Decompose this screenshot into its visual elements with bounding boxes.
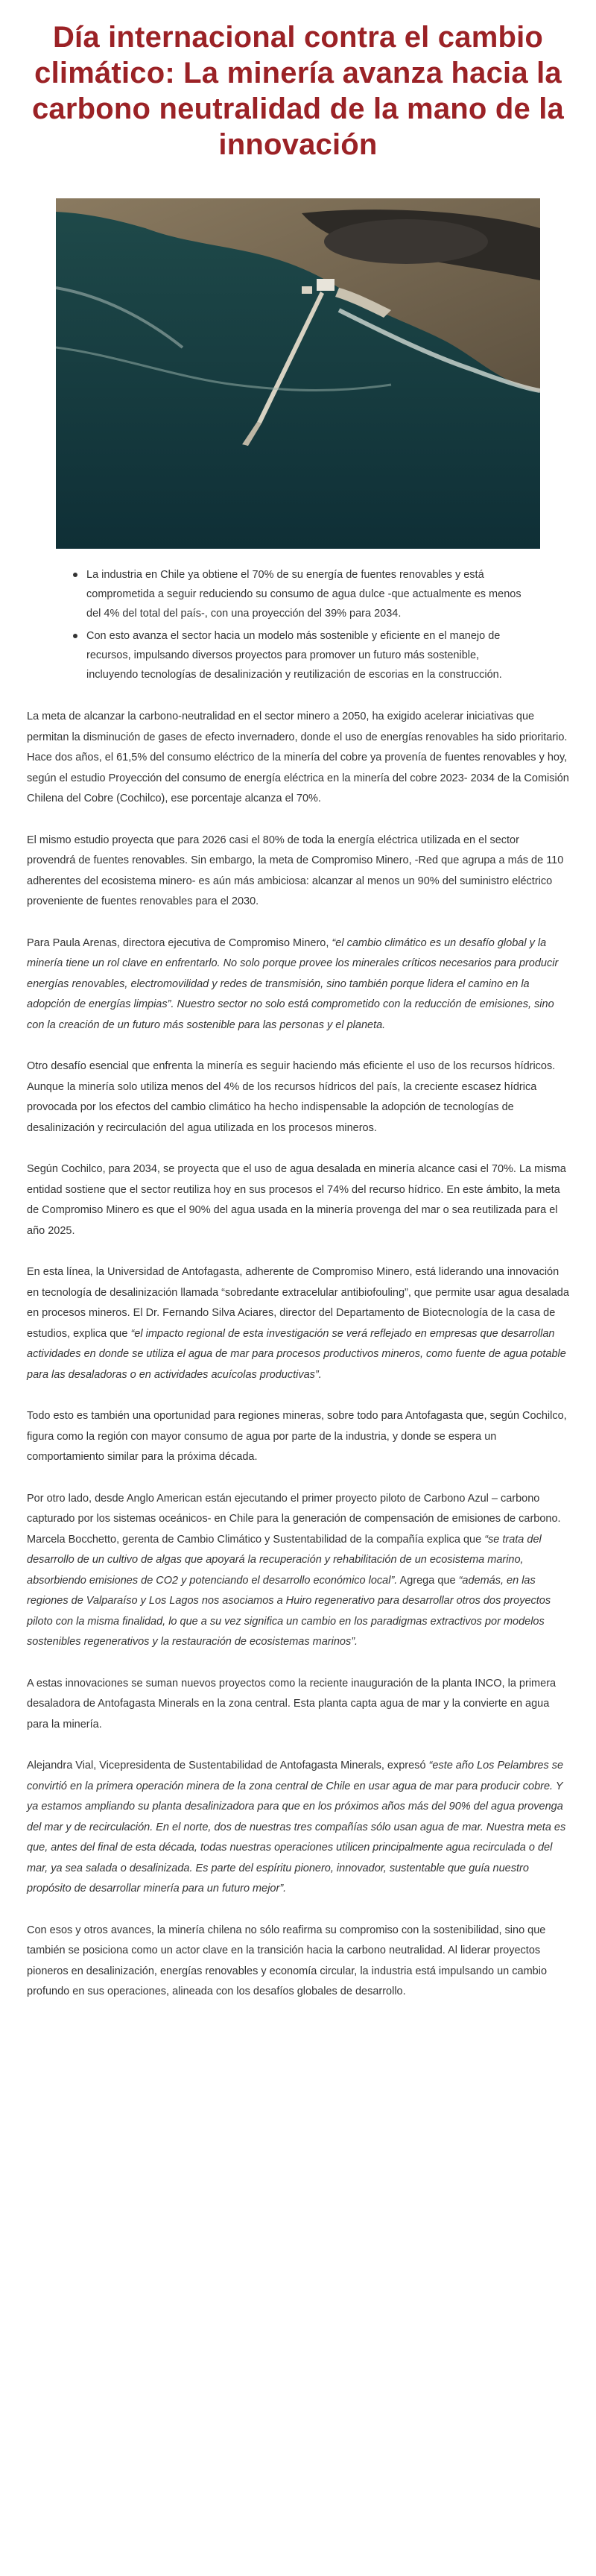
article-body	[27, 707, 569, 2003]
paragraph: Otro desafío esencial que enfrenta la minería es seguir haciendo más eficiente el uso de los recursos hídricos. Aunque la minería solo utiliza menos del 4% de los recursos hídricos del país, la creciente escasez hídrica provocada por los efectos del cambio climático ha hecho indispensable la adopción de tecnologías de desalinización y recirculación del agua utilizada en los procesos mineros.	[27, 1060, 556, 1134]
list-item: Con esto avanza el sector hacia un modelo más sostenible y eficiente en el manejo de recursos, impulsando diversos proyectos para promover un futuro más sostenible, incluyendo tecnologías de desalinización y reutilización de escorias en la construcción.	[86, 626, 524, 684]
quote: “además, en las regiones de Valparaíso y Los Lagos nos asociamos a Huiro regenerativo para desarrollar otros dos proyectos piloto con la misma finalidad, lo que a su vez significa un cambio en los paradigmas extractivos por modelos sostenibles regenerativos y la restauración de ecosistemas marinos”.	[27, 1574, 551, 1648]
summary-bullets	[27, 565, 569, 684]
paragraph: Todo esto es también una oportunidad para regiones mineras, sobre todo para Antofagasta que, según Cochilco, figura como la región con mayor consumo de agua por parte de la industria, y donde se espera un comportamiento similar para la próxima década.	[27, 1410, 567, 1463]
paragraph: Según Cochilco, para 2034, se proyecta que el uso de agua desalada en minería alcance casi el 70%. La misma entidad sostiene que el sector reutiliza hoy en sus procesos el 74% del recurso hídrico. En este ámbito, la meta de Compromiso Minero es que el 90% del agua usada en la minería provenga del mar o sea reutilizada para el año 2025.	[27, 1163, 566, 1237]
list-item: La industria en Chile ya obtiene el 70% de su energía de fuentes renovables y está comprometida a seguir reduciendo su consumo de agua dulce -que actualmente es menos del 4% del total del país-, con una proyección del 39% para 2034.	[86, 565, 524, 623]
quote: “el impacto regional de esta investigación se verá reflejado en empresas que desarrollan actividades en donde se utiliza el agua de mar para procesos productivos mineros, como fuente de agua potable para las desaladoras o en actividades acuícolas productivas”.	[27, 1327, 566, 1381]
quote: “este año Los Pelambres se convirtió en la primera operación minera de la zona central de Chile en usar agua de mar para producir cobre. Y ya estamos ampliando su planta desalinizadora para que en los próximos años más del 90% del agua provenga del mar y de recirculación. En el norte, dos de nuestras tres compañías sólo usan agua de mar. Nuestra meta es que, antes del final de esta década, todas nuestras operaciones utilicen principalmente agua recirculada o del mar, ya sea salada o desalinizada. Es parte del espíritu pionero, innovador, sustentable que guía nuestro propósito de desarrollar minería para un futuro mejor”.	[27, 1760, 566, 1895]
paragraph: Por otro lado, desde Anglo American están ejecutando el primer proyecto piloto de Carbono Azul – carbono capturado por los sistemas oceánicos- en Chile para la generación de compensación de emisiones de carbono. Marcela Bocchetto, gerenta de Cambio Climático y Sustentabilidad de la compañía explica que “se trata del desarrollo de un cultivo de algas que apoyará la recuperación y rehabilitación de un ecosistema marino, absorbiendo emisiones de CO2 y potenciando el desarrollo económico local”. Agrega que “además, en las regiones de Valparaíso y Los Lagos nos asociamos a Huiro regenerativo para desarrollar otros dos proyectos piloto con la misma finalidad, lo que a su vez significa un cambio en los paradigmas extractivos por modelos sostenibles regenerativos y la restauración de ecosistemas marinos”.	[27, 1492, 561, 1648]
paragraph: Para Paula Arenas, directora ejecutiva de Compromiso Minero, “el cambio climático es un desafío global y la minería tiene un rol clave en enfrentarlo. No solo porque provee los minerales críticos necesarios para producir energías renovables, electromovilidad y redes de transmisión, sino también porque lidera el camino en la adopción de energías limpias”. Nuestro sector no solo está comprometido con la reducción de emisiones, sino con la creación de un futuro más sostenible para las personas y el planeta.	[27, 936, 559, 1031]
quote: “se trata del desarrollo de un cultivo de algas que apoyará la recuperación y rehabilitación de un ecosistema marino, absorbiendo emisiones de CO2 y potenciando el desarrollo económico local”.	[27, 1533, 542, 1587]
article-title: Día internacional contra el cambio climático: La minería avanza hacia la carbono neutralidad de la mano de la innovación	[31, 21, 565, 161]
paragraph: El mismo estudio proyecta que para 2026 casi el 80% de toda la energía eléctrica utilizada en el sector provendrá de fuentes renovables. Sin embargo, la meta de Compromiso Minero, -Red que agrupa a más de 110 adherentes del ecosistema minero- es aún más ambiciosa: alcanzar al menos un 90% del suministro eléctrico proveniente de fuentes renovables para el 2030.	[27, 834, 564, 907]
hero-image	[56, 198, 540, 549]
bullet-icon	[73, 573, 77, 577]
paragraph: En esta línea, la Universidad de Antofagasta, adherente de Compromiso Minero, está liderando una innovación en tecnología de desalinización llamada “sobredante extracelular antibiofouling”, que permite usar agua desalada en procesos mineros. El Dr. Fernando Silva Aciares, director del Departamento de Biotecnología de la casa de estudios, explica que “el impacto regional de esta investigación se verá reflejado en empresas que desarrollan actividades en donde se utiliza el agua de mar para procesos productivos mineros, como fuente de agua potable para las desaladoras o en actividades acuícolas productivas”.	[27, 1266, 569, 1381]
bullet-icon	[73, 634, 77, 638]
paragraph: A estas innovaciones se suman nuevos proyectos como la reciente inauguración de la planta INCO, la primera desaladora de Antofagasta Minerals en la zona central. Esta planta capta agua de mar y la convierte en agua para la minería.	[27, 1677, 557, 1731]
paragraph: Alejandra Vial, Vicepresidenta de Sustentabilidad de Antofagasta Minerals, expresó “este año Los Pelambres se convirtió en la primera operación minera de la zona central de Chile en usar agua de mar para producir cobre. Y ya estamos ampliando su planta desalinizadora para que en los próximos años más del 90% del agua provenga del mar y de recirculación. En el norte, dos de nuestras tres compañías sólo usan agua de mar. Nuestra meta es que, antes del final de esta década, todas nuestras operaciones utilicen principalmente agua recirculada o del mar, ya sea salada o desalinizada. Es parte del espíritu pionero, innovador, sustentable que guía nuestro propósito de desarrollar minería para un futuro mejor”.	[27, 1760, 566, 1895]
paragraph: La meta de alcanzar la carbono-neutralidad en el sector minero a 2050, ha exigido acelerar iniciativas que permitan la disminución de gases de efecto invernadero, donde el uso de energías renovables ha sido prioritario. Hace dos años, el 61,5% del consumo eléctrico de la minería del cobre ya provenía de fuentes renovables y hoy, según el estudio Proyección del consumo de energía eléctrica en la minería del cobre 2023- 2034 de la Comisión Chilena del Cobre (Cochilco), ese porcentaje alcanza el 70%.	[27, 711, 569, 804]
quote: “el cambio climático es un desafío global y la minería tiene un rol clave en enfrentarlo. No solo porque provee los minerales críticos necesarios para producir energías renovables, electromovilidad y redes de transmisión, sino también porque lidera el camino en la adopción de energías limpias”. Nuestro sector no solo está comprometido con la reducción de emisiones, sino con la creación de un futuro más sostenible para las personas y el planeta.	[27, 936, 559, 1031]
paragraph: Con esos y otros avances, la minería chilena no sólo reafirma su compromiso con la sostenibilidad, sino que también se posiciona como un actor clave en la transición hacia la carbono neutralidad. Al liderar proyectos pioneros en desalinización, energías renovables y economía circular, la industria está impulsando un cambio profundo en sus operaciones, alineada con los desafíos globales de desarrollo.	[27, 1924, 548, 1997]
